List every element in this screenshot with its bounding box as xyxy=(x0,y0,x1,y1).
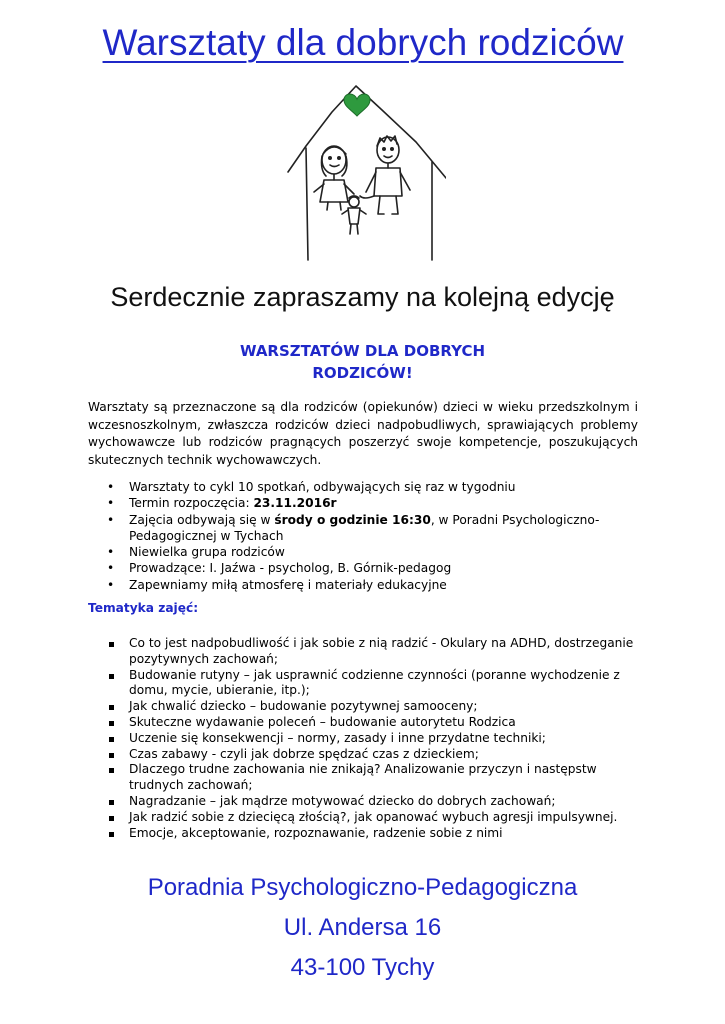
list-item: • Zajęcia odbywają się w środy o godzinie 16:30, w Poradni Psychologiczno-Pedagogicznej w Tychach xyxy=(107,512,600,543)
topics-heading: Tematyka zajęć: xyxy=(88,601,199,615)
info-list xyxy=(88,479,638,593)
list-item: • Warsztaty to cykl 10 spotkań, odbywających się raz w tygodniu xyxy=(107,480,516,494)
workshop-heading-line1: WARSZTATÓW DLA DOBRYCH xyxy=(239,342,486,360)
list-item: Dlaczego trudne zachowania nie znikają? Analizowanie przyczyn i następstw trudnych zachowań; xyxy=(88,762,638,794)
list-item: Uczenie się konsekwencji – normy, zasady i inne przydatne techniki; xyxy=(88,731,638,747)
list-item: Jak chwalić dziecko – budowanie pozytywnej samooceny; xyxy=(88,699,638,715)
footer-organization: Poradnia Psychologiczno-Pedagogiczna xyxy=(147,874,578,901)
father-figure xyxy=(360,136,410,214)
list-item: Skuteczne wydawanie poleceń – budowanie autorytetu Rodzica xyxy=(88,715,638,731)
meeting-time: środy o godzinie 16:30 xyxy=(274,512,431,527)
workshop-heading-line2: RODZICÓW! xyxy=(312,364,413,382)
house-left-wall xyxy=(306,148,308,260)
list-item: • Niewielka grupa rodziców xyxy=(107,545,285,560)
start-date: 23.11.2016r xyxy=(253,496,337,511)
footer-street: Ul. Andersa 16 xyxy=(283,914,442,941)
list-item: Jak radzić sobie z dziecięcą złością?, jak opanować wybuch agresji impulsywnej. xyxy=(88,810,638,826)
page-title xyxy=(88,22,624,64)
heart-icon xyxy=(344,94,370,116)
family-house-drawing xyxy=(286,84,446,262)
list-item: Co to jest nadpobudliwość i jak sobie z nią radzić - Okulary na ADHD, dostrzeganie pozytywnych zachowań; xyxy=(88,636,638,668)
list-item: Emocje, akceptowanie, rozpoznawanie, radzenie sobie z nimi xyxy=(88,826,638,842)
page-title-text: Warsztaty dla dobrych rodziców xyxy=(102,22,624,63)
invitation-text: Serdecznie zapraszamy na kolejną edycję xyxy=(110,282,615,312)
list-item: Budowanie rutyny – jak usprawnić codzienne czynności (poranne wychodzenie z domu, mycie, ubieranie, itp.); xyxy=(88,668,638,700)
mother-figure xyxy=(314,146,354,210)
topics-list xyxy=(88,636,638,841)
intro-paragraph: Warsztaty są przeznaczone są dla rodziców (opiekunów) dzieci w wieku przedszkolnym i wczesnoszkolnym, zwłaszcza rodziców dzieci nadpobudliwych, sprawiających problemy wychowawcze lub rodziców pragnących poszerzyć swoje kompetencje, poszukujących skutecznych technik wychowawczych. xyxy=(88,400,638,467)
list-item: Czas zabawy - czyli jak dobrze spędzać czas z dzieckiem; xyxy=(88,747,638,763)
list-item: • Termin rozpoczęcia: 23.11.2016r xyxy=(107,496,337,511)
list-item: • Zapewniamy miłą atmosferę i materiały edukacyjne xyxy=(107,577,447,592)
workshop-heading xyxy=(0,340,725,384)
list-item: Nagradzanie – jak mądrze motywować dziecko do dobrych zachowań; xyxy=(88,794,638,810)
list-item: • Prowadzące: I. Jaźwa - psycholog, B. Górnik-pedagog xyxy=(107,561,452,576)
footer-city: 43-100 Tychy xyxy=(290,954,435,981)
